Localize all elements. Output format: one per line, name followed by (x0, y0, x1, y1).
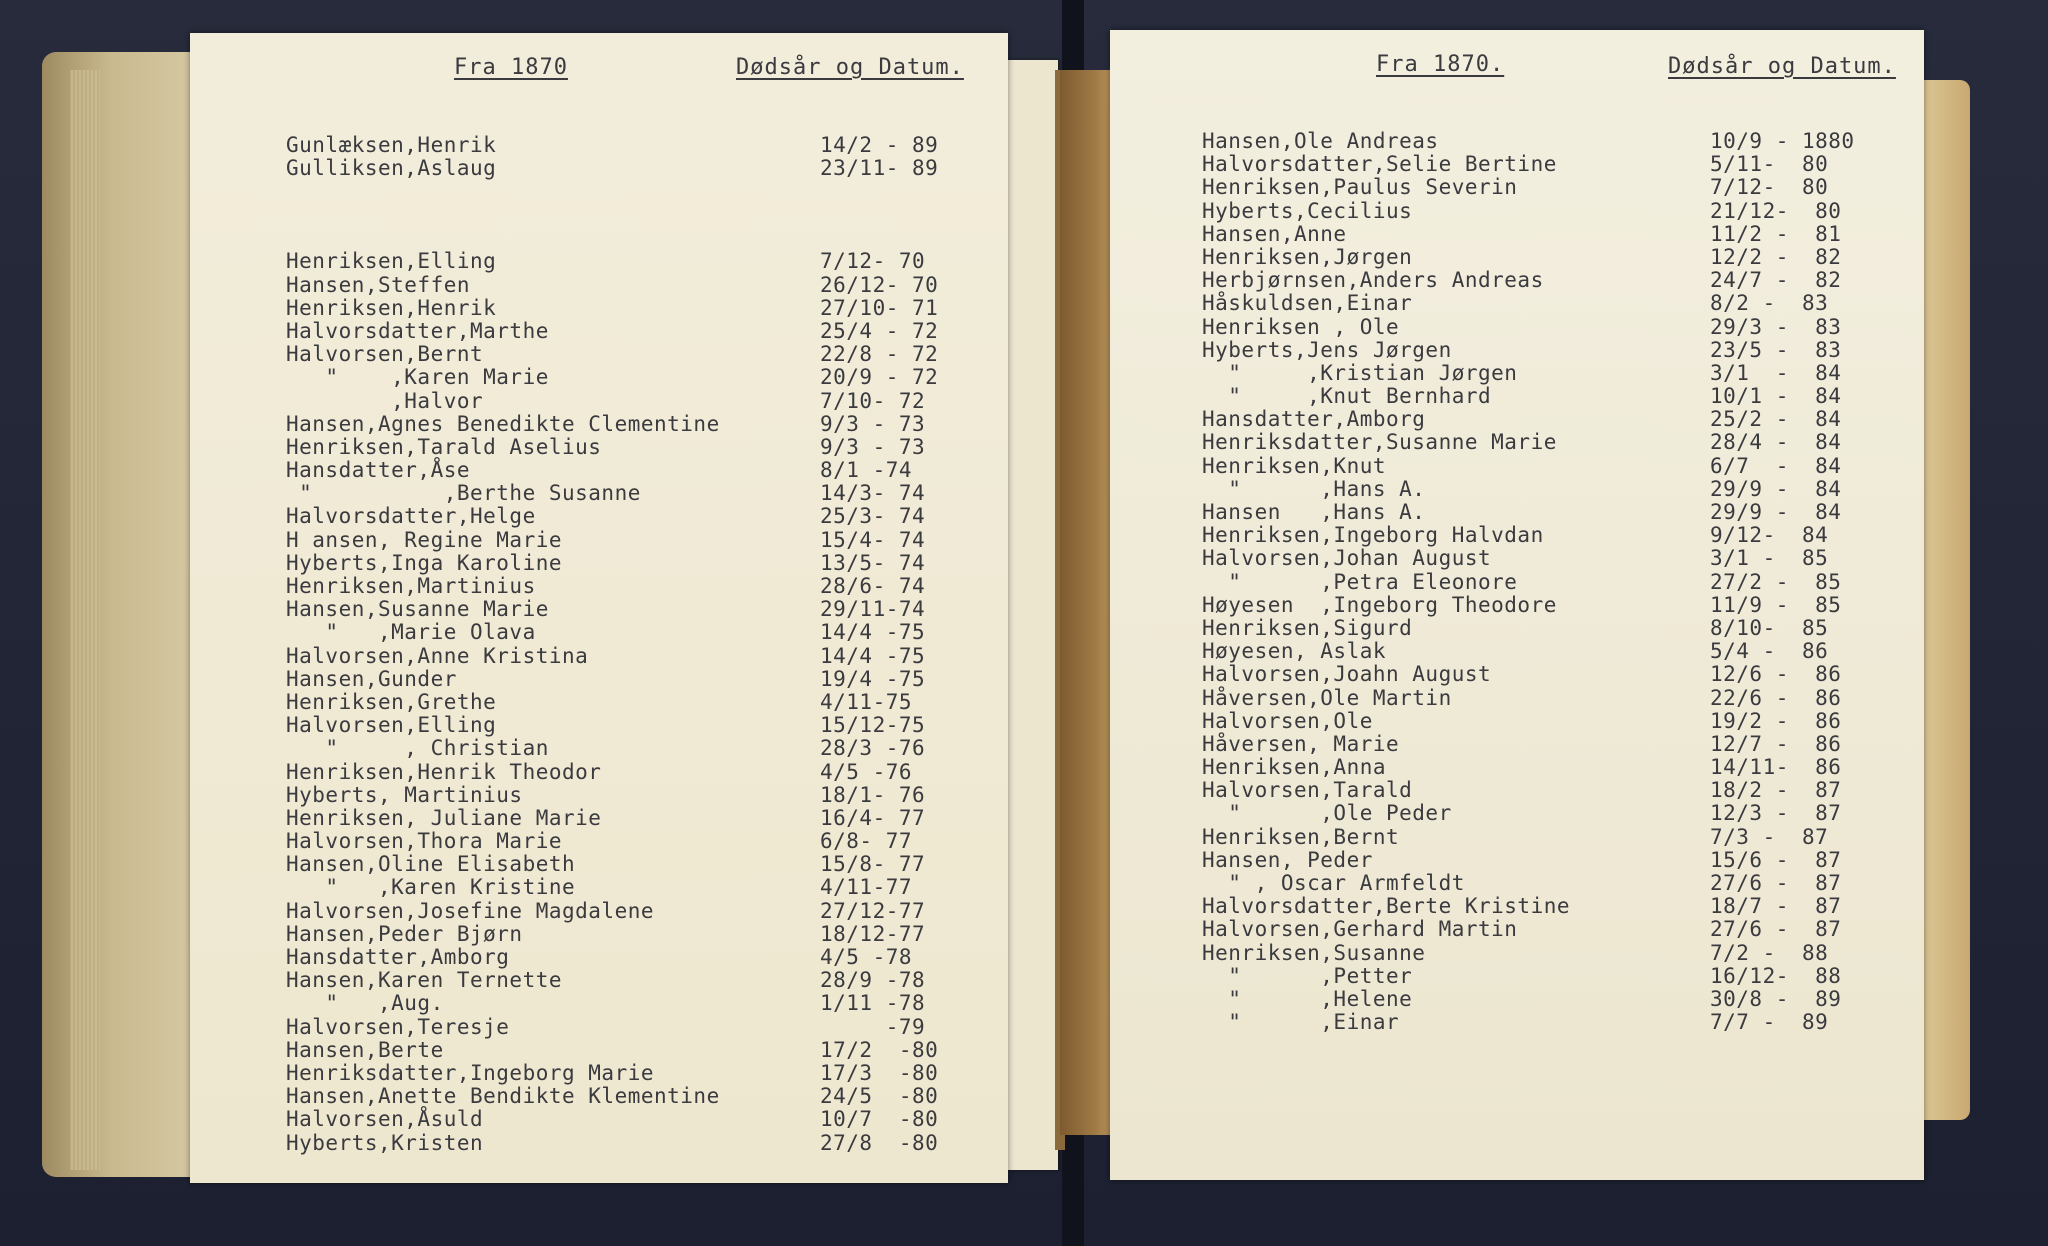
entry-name: Hansen,Steffen (286, 272, 471, 297)
entry-date: 30/8 - 89 (1710, 986, 1842, 1011)
right-header-column: Dødsår og Datum. (1668, 54, 1896, 79)
right-page (1110, 30, 1924, 1180)
entry-date: 16/12- 88 (1710, 963, 1842, 988)
entry-name: Henriksen,Anna (1202, 755, 1387, 780)
entry-date: 12/2 - 82 (1710, 244, 1842, 269)
entry-name: Hyberts,Cecilius (1202, 198, 1413, 223)
ledger-entry (1110, 477, 1924, 500)
ledger-entry (190, 1131, 1008, 1154)
ledger-entry (190, 249, 1008, 272)
entry-date: 5/4 - 86 (1710, 639, 1829, 664)
left-entry-list (190, 133, 1008, 1154)
entry-date: 18/2 - 87 (1710, 778, 1842, 803)
ledger-entry (1110, 755, 1924, 778)
ledger-entry (1110, 964, 1924, 987)
entry-date: 14/11- 86 (1710, 755, 1842, 780)
entry-name: Håversen,Ole Martin (1202, 685, 1452, 710)
ledger-entry (190, 806, 1008, 829)
entry-date: 27/12-77 (820, 898, 926, 923)
entry-date: 27/8 -80 (820, 1130, 939, 1155)
entry-date: 29/9 - 84 (1710, 500, 1842, 524)
entry-name: " ,Berthe Susanne (286, 481, 641, 506)
right-entry-list (1110, 129, 1924, 1033)
ledger-entry (1110, 778, 1924, 801)
entry-name: Henriksen,Susanne (1202, 940, 1426, 965)
entry-name: Hansen,Karen Ternette (286, 968, 563, 993)
ledger-entry (190, 481, 1008, 504)
entry-name: Henriksen,Ingeborg Halvdan (1202, 523, 1544, 548)
entry-name: " ,Petter (1202, 963, 1413, 988)
entry-name: " ,Karen Kristine (286, 875, 576, 900)
ledger-entry (1110, 825, 1924, 848)
ledger-entry (190, 852, 1008, 875)
entry-name: Hansen,Gunder (286, 666, 457, 691)
entry-date: 10/9 - 1880 (1710, 129, 1855, 153)
ledger-entry (1110, 871, 1924, 894)
left-page-edges (70, 70, 100, 1170)
entry-name: " ,Petra Eleonore (1202, 569, 1518, 594)
entry-date: 14/3- 74 (820, 481, 926, 506)
ledger-entry (190, 574, 1008, 597)
entry-name: Hansdatter,Åse (286, 458, 471, 483)
entry-date: 13/5- 74 (820, 550, 926, 575)
entry-name: Henriksen,Tarald Aselius (286, 434, 602, 459)
ledger-entry (190, 319, 1008, 342)
entry-date: 14/4 -75 (820, 620, 926, 645)
entry-name: Halvorsdatter,Marthe (286, 318, 549, 343)
ledger-entry (190, 389, 1008, 412)
entry-name: Halvorsen,Joahn August (1202, 662, 1492, 687)
entry-date: 27/6 - 87 (1710, 871, 1842, 895)
ledger-entry (190, 945, 1008, 968)
ledger-entry (190, 504, 1008, 527)
entry-date: 15/4- 74 (820, 527, 926, 552)
entry-name: Henriksdatter,Susanne Marie (1202, 430, 1557, 455)
entry-name: Hansen,Agnes Benedikte Clementine (286, 411, 720, 436)
ledger-entry (1110, 801, 1924, 824)
ledger-entry (190, 667, 1008, 690)
entry-name: Halvorsdatter,Helge (286, 504, 536, 529)
entry-date: 18/12-77 (820, 921, 926, 946)
ledger-entry (190, 713, 1008, 736)
entry-date: 25/3- 74 (820, 504, 926, 529)
entry-date: 18/1- 76 (820, 782, 926, 807)
entry-name: Henriksdatter,Ingeborg Marie (286, 1060, 655, 1085)
ledger-entry (1110, 593, 1924, 616)
ledger-entry (190, 620, 1008, 643)
entry-name: Hyberts,Kristen (286, 1130, 484, 1155)
ledger-entry (190, 968, 1008, 991)
entry-date: 11/2 - 81 (1710, 221, 1842, 246)
entry-name: Hansen,Berte (286, 1037, 444, 1062)
ledger-entry (190, 1107, 1008, 1130)
entry-date: 9/3 - 73 (820, 434, 926, 459)
entry-date: 28/4 - 84 (1710, 430, 1842, 455)
entry-name: Halvorsen,Anne Kristina (286, 643, 589, 668)
ledger-entry (1110, 917, 1924, 940)
entry-name: Hansdatter,Amborg (1202, 407, 1426, 432)
entry-date: 7/7 - 89 (1710, 1010, 1829, 1035)
ledger-entry (190, 1084, 1008, 1107)
entry-date: 7/3 - 87 (1710, 824, 1829, 849)
entry-date: 14/2 - 89 (820, 133, 939, 157)
ledger-entry (190, 829, 1008, 852)
left-page (190, 33, 1008, 1183)
blank-gap (190, 179, 1008, 249)
entry-name: Henriksen,Paulus Severin (1202, 175, 1518, 200)
entry-date: 3/1 - 84 (1710, 360, 1842, 385)
ledger-entry (1110, 523, 1924, 546)
ledger-entry (1110, 941, 1924, 964)
entry-name: Gunlæksen,Henrik (286, 133, 497, 157)
ledger-entry (1110, 546, 1924, 569)
entry-date: 4/5 -76 (820, 759, 913, 784)
entry-date: 18/7 - 87 (1710, 894, 1842, 919)
entry-date: 23/5 - 83 (1710, 337, 1842, 362)
ledger-entry (1110, 338, 1924, 361)
entry-date: 24/5 -80 (820, 1084, 939, 1109)
entry-date: 15/8- 77 (820, 852, 926, 877)
entry-name: Hansen, Peder (1202, 847, 1373, 872)
entry-date: 25/2 - 84 (1710, 407, 1842, 432)
entry-name: Henriksen , Ole (1202, 314, 1400, 339)
ledger-entry (190, 1015, 1008, 1038)
entry-name: Gulliksen,Aslaug (286, 156, 497, 181)
entry-date: 5/11- 80 (1710, 152, 1829, 177)
ledger-entry (190, 736, 1008, 759)
ledger-entry (1110, 848, 1924, 871)
ledger-entry (190, 922, 1008, 945)
ledger-entry (1110, 732, 1924, 755)
ledger-entry (190, 690, 1008, 713)
entry-name: Høyesen ,Ingeborg Theodore (1202, 592, 1557, 617)
ledger-entry (1110, 199, 1924, 222)
entry-date: 19/4 -75 (820, 666, 926, 691)
entry-name: Herbjørnsen,Anders Andreas (1202, 268, 1544, 293)
entry-name: " , Christian (286, 736, 549, 761)
entry-name: Halvorsen,Bernt (286, 342, 484, 367)
ledger-entry (1110, 894, 1924, 917)
entry-name: " ,Aug. (286, 991, 444, 1016)
entry-date: 12/6 - 86 (1710, 662, 1842, 687)
ledger-entry (1110, 361, 1924, 384)
entry-date: -79 (820, 1014, 926, 1039)
entry-name: Hansen,Ole Andreas (1202, 129, 1439, 153)
ledger-entry (1110, 152, 1924, 175)
entry-name: Hansen,Anette Bendikte Klementine (286, 1084, 720, 1109)
entry-name: Halvorsen,Tarald (1202, 778, 1413, 803)
ledger-entry (190, 991, 1008, 1014)
ledger-entry (190, 1038, 1008, 1061)
entry-name: Halvorsdatter,Selie Bertine (1202, 152, 1557, 177)
ledger-entry (1110, 291, 1924, 314)
entry-date: 26/12- 70 (820, 272, 939, 297)
left-header-from: Fra 1870 (454, 55, 568, 80)
entry-name: Henriksen,Grethe (286, 689, 497, 714)
entry-name: " ,Knut Bernhard (1202, 384, 1492, 409)
entry-date: 29/11-74 (820, 597, 926, 622)
ledger-entry (190, 342, 1008, 365)
entry-name: Halvorsen,Thora Marie (286, 829, 563, 854)
ledger-entry (190, 1061, 1008, 1084)
entry-date: 22/8 - 72 (820, 342, 939, 367)
entry-date: 8/10- 85 (1710, 615, 1829, 640)
entry-name: Halvorsen,Gerhard Martin (1202, 917, 1518, 942)
ledger-entry (190, 296, 1008, 319)
entry-date: 23/11- 89 (820, 156, 939, 181)
entry-date: 16/4- 77 (820, 805, 926, 830)
entry-name: Håskuldsen,Einar (1202, 291, 1413, 316)
entry-date: 7/10- 72 (820, 388, 926, 413)
entry-name: Hansen,Susanne Marie (286, 597, 549, 622)
entry-date: 24/7 - 82 (1710, 268, 1842, 293)
entry-name: Henriksen,Henrik Theodor (286, 759, 602, 784)
ledger-entry (1110, 407, 1924, 430)
entry-name: Henriksen, Juliane Marie (286, 805, 602, 830)
entry-name: Henriksen,Bernt (1202, 824, 1400, 849)
entry-date: 21/12- 80 (1710, 198, 1842, 223)
entry-name: Hansen,Peder Bjørn (286, 921, 523, 946)
entry-date: 10/7 -80 (820, 1107, 939, 1132)
entry-date: 7/12- 80 (1710, 175, 1829, 200)
entry-date: 11/9 - 85 (1710, 592, 1842, 617)
ledger-entry (1110, 686, 1924, 709)
entry-date: 20/9 - 72 (820, 365, 939, 390)
entry-name: " ,Hans A. (1202, 476, 1426, 501)
entry-date: 4/5 -78 (820, 945, 913, 969)
entry-date: 19/2 - 86 (1710, 708, 1842, 733)
entry-name: " ,Ole Peder (1202, 801, 1452, 826)
ledger-entry (190, 412, 1008, 435)
entry-name: Halvorsen,Josefine Magdalene (286, 898, 655, 923)
entry-name: Hansen ,Hans A. (1202, 500, 1426, 524)
ledger-entry (1110, 987, 1924, 1010)
entry-date: 27/2 - 85 (1710, 569, 1842, 594)
entry-name: Hansdatter,Amborg (286, 945, 510, 969)
entry-name: Halvorsen,Elling (286, 713, 497, 738)
entry-name: Hyberts,Inga Karoline (286, 550, 563, 575)
ledger-entry (190, 760, 1008, 783)
ledger-entry (1110, 129, 1924, 152)
entry-date: 9/12- 84 (1710, 523, 1829, 548)
entry-date: 27/6 - 87 (1710, 917, 1842, 942)
entry-date: 9/3 - 73 (820, 411, 926, 436)
entry-date: 17/2 -80 (820, 1037, 939, 1062)
ledger-entry (190, 365, 1008, 388)
ledger-entry (1110, 268, 1924, 291)
ledger-entry (190, 644, 1008, 667)
entry-name: " ,Kristian Jørgen (1202, 360, 1518, 385)
entry-date: 12/3 - 87 (1710, 801, 1842, 826)
entry-date: 14/4 -75 (820, 643, 926, 668)
entry-name: Håversen, Marie (1202, 731, 1400, 756)
entry-name: ,Halvor (286, 388, 484, 413)
ledger-entry (190, 528, 1008, 551)
entry-name: Hyberts, Martinius (286, 782, 523, 807)
entry-name: " , Oscar Armfeldt (1202, 871, 1465, 895)
entry-date: 22/6 - 86 (1710, 685, 1842, 710)
entry-date: 25/4 - 72 (820, 318, 939, 343)
entry-name: " ,Karen Marie (286, 365, 549, 390)
entry-date: 6/8- 77 (820, 829, 913, 854)
entry-name: Henriksen,Elling (286, 249, 497, 274)
entry-date: 8/1 -74 (820, 458, 913, 483)
entry-name: Henriksen,Martinius (286, 574, 536, 598)
entry-name: Henriksen,Henrik (286, 295, 497, 320)
left-page-stack (42, 52, 212, 1177)
entry-date: 15/6 - 87 (1710, 847, 1842, 872)
entry-date: 6/7 - 84 (1710, 453, 1842, 478)
entry-date: 1/11 -78 (820, 991, 926, 1016)
ledger-entry (1110, 500, 1924, 523)
ledger-entry (1110, 384, 1924, 407)
ledger-entry (190, 597, 1008, 620)
ledger-entry (1110, 315, 1924, 338)
ledger-entry (190, 273, 1008, 296)
entry-date: 8/2 - 83 (1710, 291, 1829, 316)
entry-date: 4/11-75 (820, 689, 913, 714)
ledger-entry (190, 899, 1008, 922)
ledger-entry (190, 875, 1008, 898)
entry-date: 27/10- 71 (820, 295, 939, 320)
ledger-entry (1110, 245, 1924, 268)
entry-name: Henriksen,Jørgen (1202, 244, 1413, 269)
entry-name: " ,Marie Olava (286, 620, 536, 645)
entry-date: 29/9 - 84 (1710, 476, 1842, 501)
left-header-column: Dødsår og Datum. (736, 55, 964, 80)
entry-date: 28/3 -76 (820, 736, 926, 761)
entry-name: H ansen, Regine Marie (286, 527, 563, 552)
entry-name: Halvorsen,Johan August (1202, 546, 1492, 571)
entry-name: Halvorsen,Åsuld (286, 1107, 484, 1132)
ledger-entry (190, 783, 1008, 806)
ledger-entry (1110, 430, 1924, 453)
entry-name: " ,Einar (1202, 1010, 1400, 1035)
ledger-entry (1110, 662, 1924, 685)
entry-name: Hansen,Anne (1202, 221, 1347, 246)
entry-name: Halvorsen,Ole (1202, 708, 1373, 733)
entry-date: 7/12- 70 (820, 249, 926, 274)
ledger-entry (1110, 1010, 1924, 1033)
entry-date: 10/1 - 84 (1710, 384, 1842, 409)
entry-date: 28/9 -78 (820, 968, 926, 993)
entry-date: 28/6- 74 (820, 574, 926, 598)
entry-date: 17/3 -80 (820, 1060, 939, 1085)
entry-name: Høyesen, Aslak (1202, 639, 1387, 664)
ledger-entry (1110, 454, 1924, 477)
ledger-entry (190, 435, 1008, 458)
entry-date: 3/1 - 85 (1710, 546, 1829, 571)
entry-date: 12/7 - 86 (1710, 731, 1842, 756)
ledger-entry (190, 133, 1008, 156)
entry-name: Hansen,Oline Elisabeth (286, 852, 576, 877)
ledger-entry (1110, 222, 1924, 245)
ledger-entry (190, 551, 1008, 574)
ledger-entry (190, 156, 1008, 179)
ledger-entry (1110, 616, 1924, 639)
ledger-entry (1110, 639, 1924, 662)
ledger-entry (1110, 175, 1924, 198)
entry-name: Henriksen,Knut (1202, 453, 1387, 478)
entry-name: Halvorsdatter,Berte Kristine (1202, 894, 1571, 919)
entry-date: 7/2 - 88 (1710, 940, 1829, 965)
entry-name: Henriksen,Sigurd (1202, 615, 1413, 640)
entry-date: 29/3 - 83 (1710, 314, 1842, 339)
entry-name: Hyberts,Jens Jørgen (1202, 337, 1452, 362)
entry-name: Halvorsen,Teresje (286, 1014, 510, 1039)
entry-date: 4/11-77 (820, 875, 913, 900)
entry-date: 15/12-75 (820, 713, 926, 738)
entry-name: " ,Helene (1202, 986, 1413, 1011)
ledger-entry (1110, 709, 1924, 732)
ledger-entry (190, 458, 1008, 481)
right-header-from: Fra 1870. (1376, 52, 1505, 77)
ledger-entry (1110, 570, 1924, 593)
